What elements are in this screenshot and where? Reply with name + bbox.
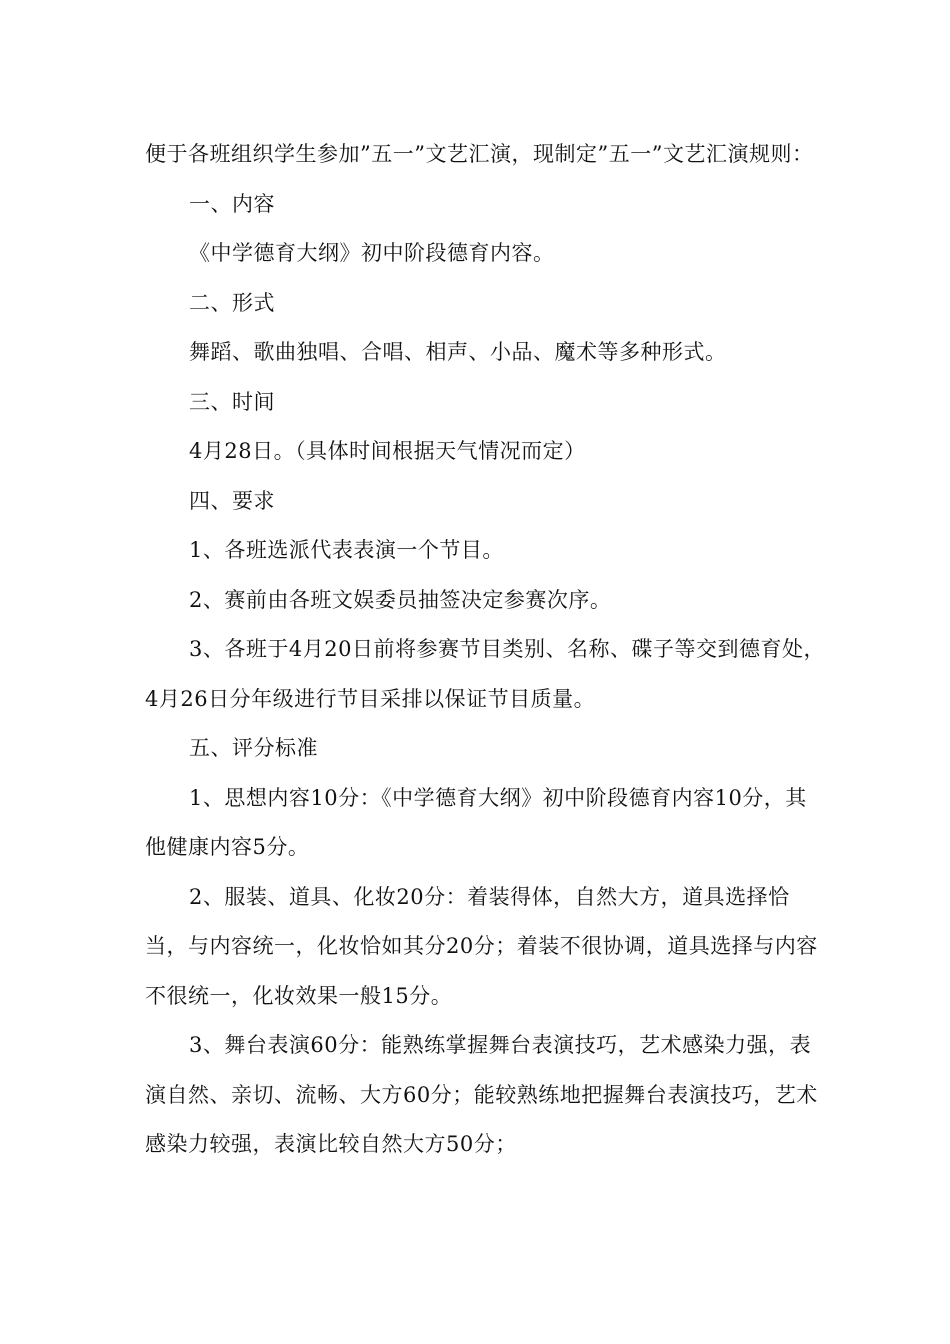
document-body — [145, 130, 825, 1170]
section-heading-form: 二、形式 — [189, 290, 275, 315]
scoring-item-3: 3、舞台表演60分：能熟练掌握舞台表演技巧，艺术感染力强，表演自然、亲切、流畅、大方60分；能较熟练地把握舞台表演技巧，艺术感染力较强，表演比较自然大方50分； — [145, 1033, 818, 1156]
section-heading-content: 一、内容 — [189, 191, 275, 216]
requirement-item-1: 1、各班选派代表表演一个节目。 — [189, 538, 504, 562]
time-paragraph: 4月28日。（具体时间根据天气情况而定） — [189, 439, 586, 463]
scoring-item-2: 2、服装、道具、化妆20分：着装得体，自然大方，道具选择恰当，与内容统一，化妆恰如其分20分；着装不很协调，道具选择与内容不很统一，化妆效果一般15分。 — [145, 884, 818, 1008]
section-heading-time: 三、时间 — [189, 389, 275, 414]
content-paragraph: 《中学德育大纲》初中阶段德育内容。 — [189, 241, 555, 265]
section-heading-scoring: 五、评分标准 — [189, 736, 318, 760]
requirement-item-2: 2、赛前由各班文娱委员抽签决定参赛次序。 — [189, 587, 612, 612]
section-heading-requirements: 四、要求 — [189, 488, 275, 513]
intro-paragraph: 便于各班组织学生参加”五一”文艺汇演，现制定”五一”文艺汇演规则： — [145, 142, 814, 166]
scoring-item-1: 1、思想内容10分：《中学德育大纲》初中阶段德育内容10分，其他健康内容5分。 — [145, 785, 807, 859]
form-paragraph: 舞蹈、歌曲独唱、合唱、相声、小品、魔术等多种形式。 — [189, 340, 727, 364]
requirement-item-3: 3、各班于4月20日前将参赛节目类别、名称、碟子等交到德育处，4月26日分年级进行节目采排以保证节目质量。 — [145, 637, 825, 711]
